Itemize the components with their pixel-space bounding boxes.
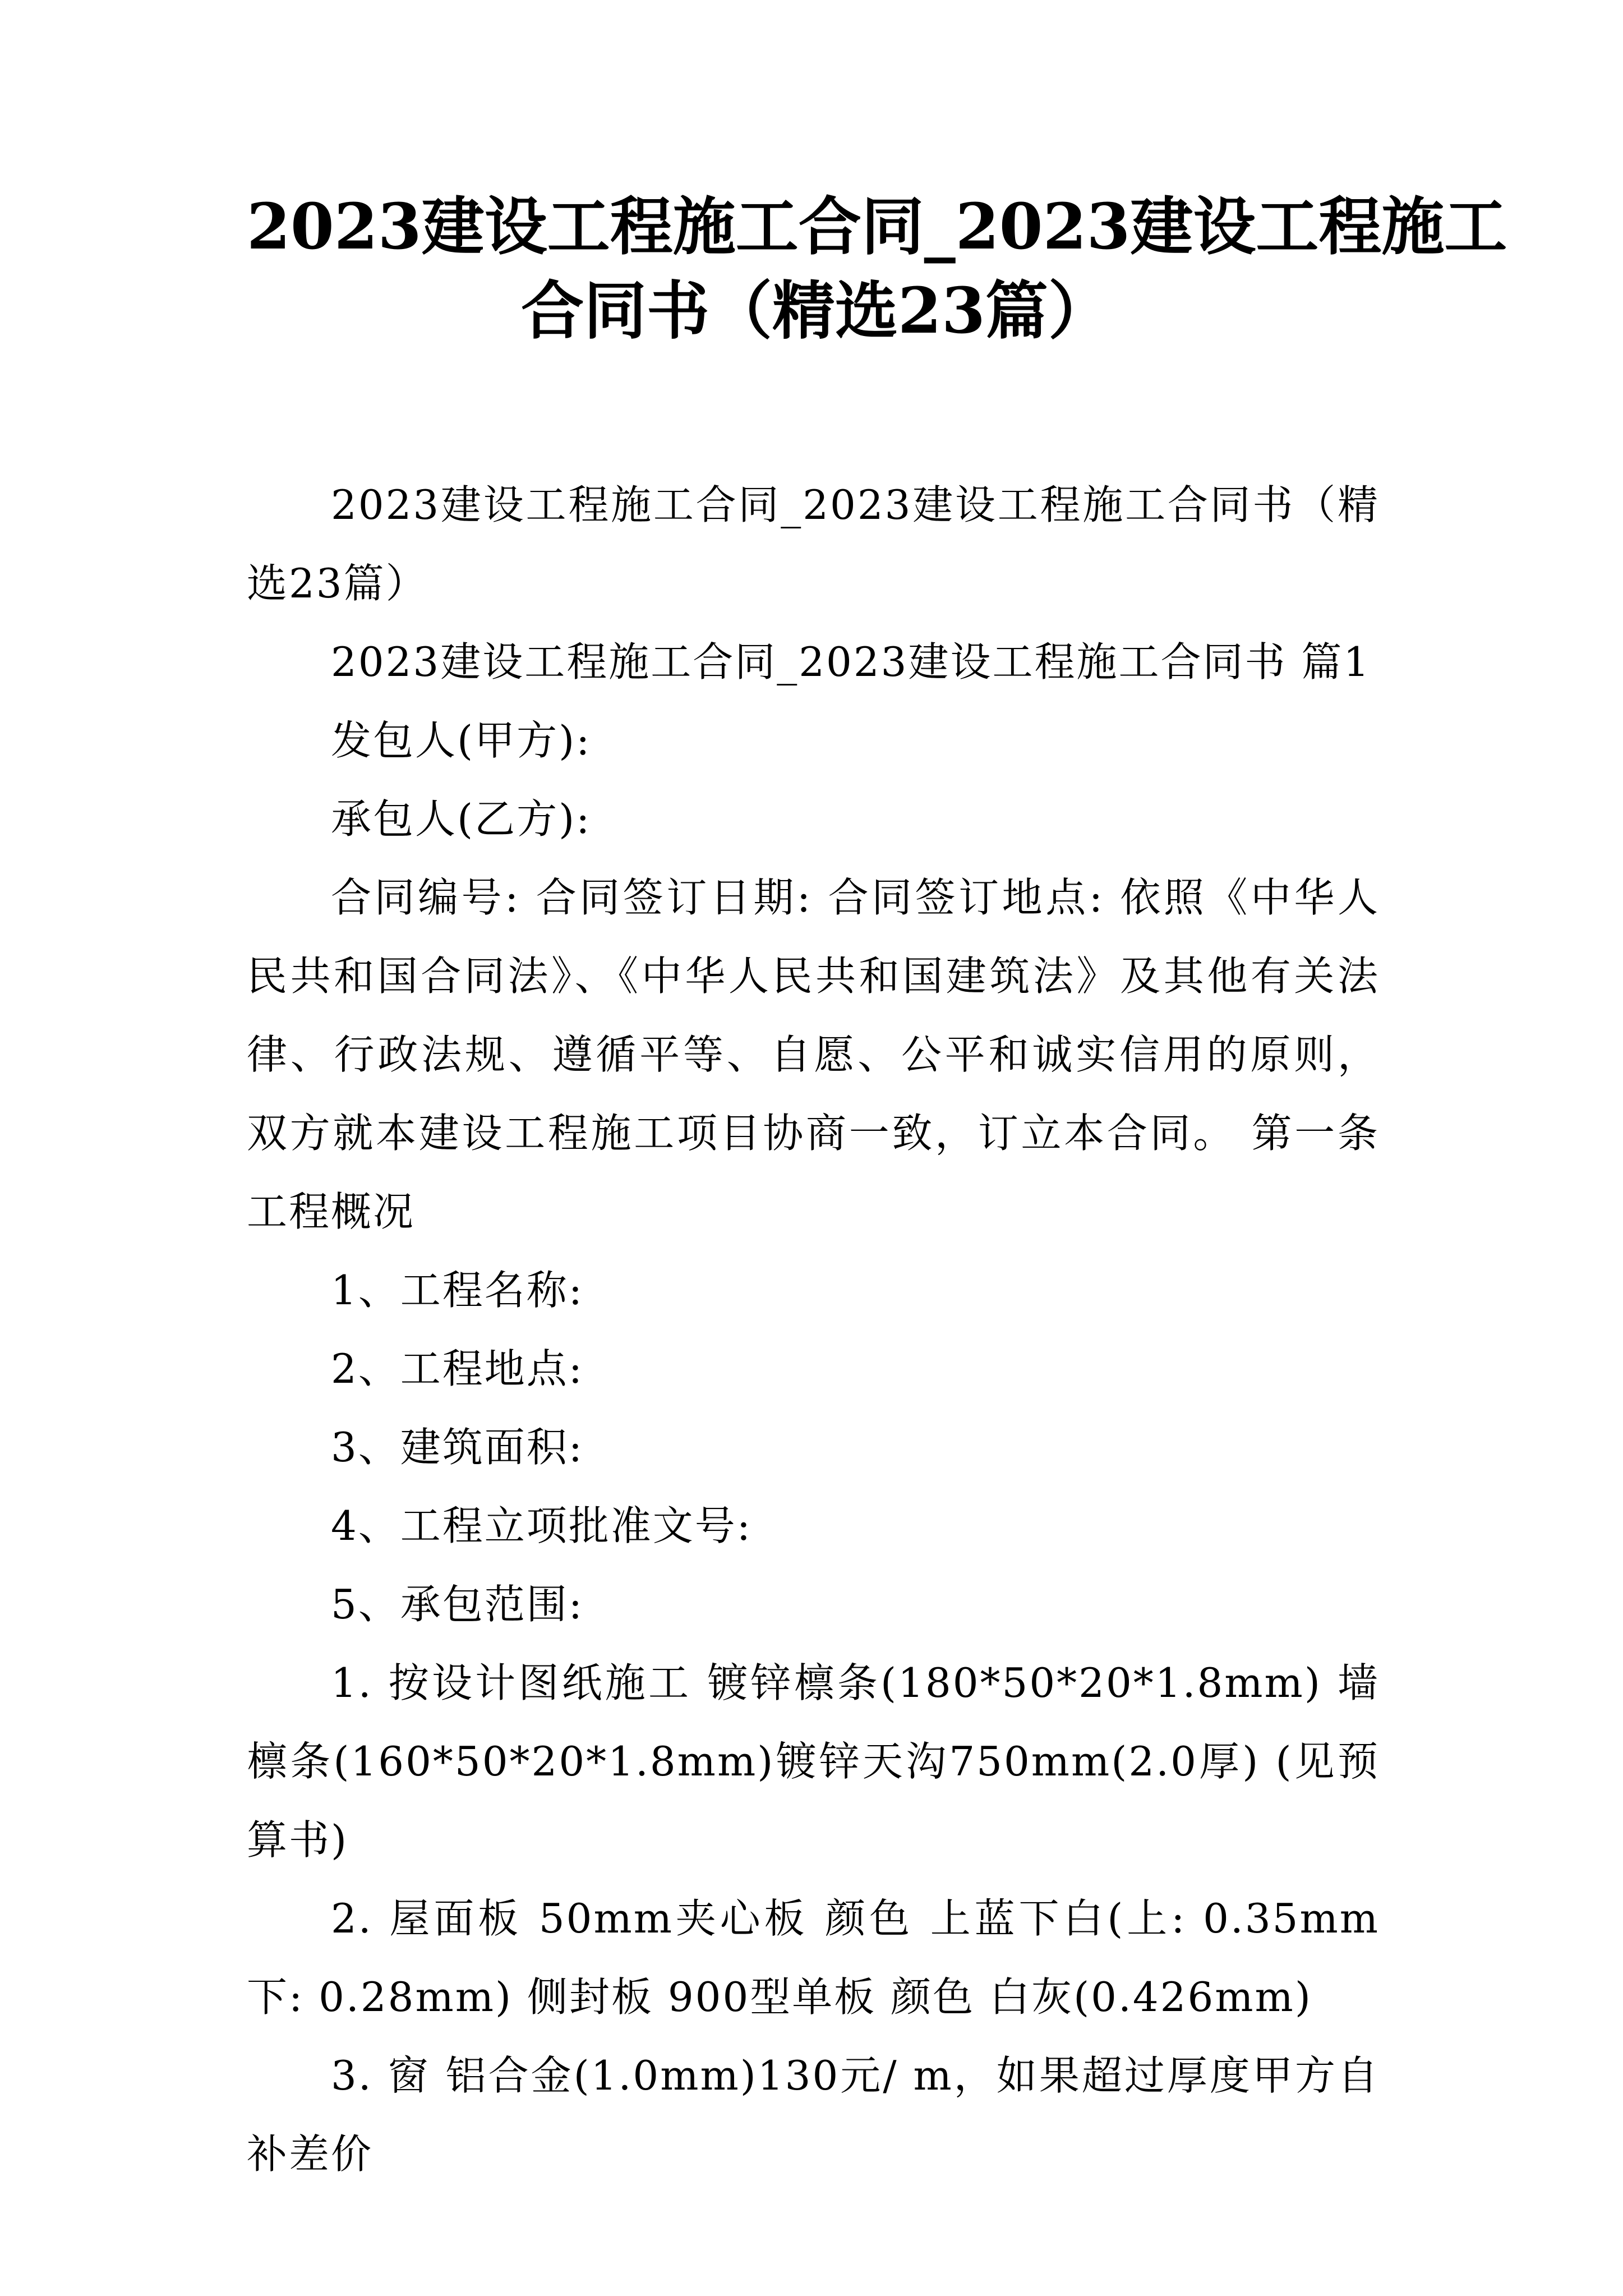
document-body	[247, 466, 1380, 2193]
paragraph-section-heading: 2023建设工程施工合同_2023建设工程施工合同书 篇1	[331, 638, 1371, 685]
document-title	[247, 185, 1507, 353]
paragraph-approval-number: 4、工程立项批准文号:	[331, 1502, 753, 1549]
paragraph-scope-item-1: 1. 按设计图纸施工 镀锌檩条(180*50*20*1.8mm) 墙檩条(160*50*20*1.8mm)镀锌天沟750mm(2.0厚) (见预算书)	[247, 1659, 1380, 1864]
paragraph-scope-item-3: 3. 窗 铝合金(1.0mm)130元/ m，如果超过厚度甲方自补差价	[247, 2052, 1380, 2178]
paragraph-party-b: 承包人(乙方):	[331, 795, 592, 843]
paragraph-project-location: 2、工程地点:	[331, 1345, 584, 1392]
paragraph-building-area: 3、建筑面积:	[331, 1424, 584, 1471]
paragraph-contract-preamble: 合同编号: 合同签订日期: 合同签订地点: 依照《中华人民共和国合同法》、《中华人民共和国建筑法》及其他有关法律、行政法规、遵循平等、自愿、公平和诚实信用的原则，双方就本建设工程施工项目协商一致，订立本合同。 第一条 工程概况	[247, 874, 1380, 1235]
paragraph-project-name: 1、工程名称:	[331, 1267, 584, 1314]
paragraph-intro: 2023建设工程施工合同_2023建设工程施工合同书（精选23篇）	[247, 481, 1380, 607]
paragraph-contract-scope: 5、承包范围:	[331, 1581, 584, 1628]
paragraph-scope-item-2: 2. 屋面板 50mm夹心板 颜色 上蓝下白(上: 0.35mm 下: 0.28mm) 侧封板 900型单板 颜色 白灰(0.426mm)	[247, 1895, 1380, 2021]
title-line-2: 合同书（精选23篇）	[521, 274, 1111, 348]
title-line-1: 2023建设工程施工合同_2023建设工程施工	[247, 190, 1507, 264]
paragraph-party-a: 发包人(甲方):	[331, 717, 592, 764]
